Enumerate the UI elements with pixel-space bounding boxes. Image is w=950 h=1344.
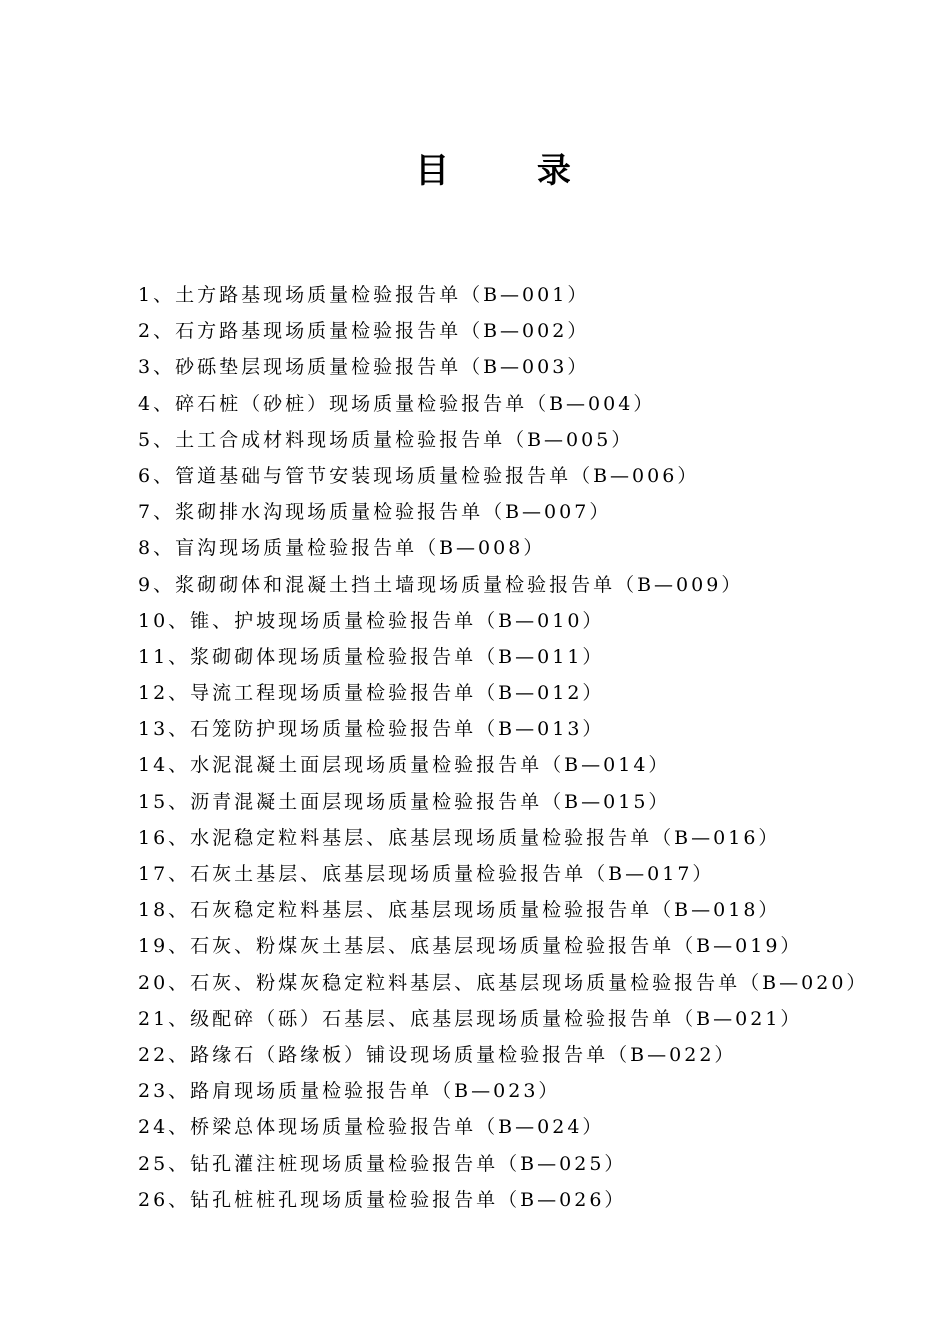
toc-item: 12、导流工程现场质量检验报告单（B—012）	[138, 682, 605, 705]
toc-item: 20、石灰、粉煤灰稳定粒料基层、底基层现场质量检验报告单（B—020）	[138, 971, 869, 994]
toc-item: 19、石灰、粉煤灰土基层、底基层现场质量检验报告单（B—019）	[138, 935, 803, 958]
toc-item: 7、浆砌排水沟现场质量检验报告单（B—007）	[138, 501, 612, 524]
toc-item: 26、钻孔桩桩孔现场质量检验报告单（B—026）	[138, 1188, 627, 1211]
toc-item: 3、砂砾垫层现场质量检验报告单（B—003）	[138, 356, 590, 379]
toc-item: 22、路缘石（路缘板）铺设现场质量检验报告单（B—022）	[138, 1043, 737, 1066]
toc-item: 24、桥梁总体现场质量检验报告单（B—024）	[138, 1116, 605, 1139]
toc-item: 1、土方路基现场质量检验报告单（B—001）	[138, 284, 590, 306]
toc-item: 16、水泥稳定粒料基层、底基层现场质量检验报告单（B—016）	[138, 826, 781, 849]
toc-item: 5、土工合成材料现场质量检验报告单（B—005）	[138, 428, 634, 451]
page-title: 目 录	[415, 151, 609, 191]
toc-item: 8、盲沟现场质量检验报告单（B—008）	[138, 537, 546, 560]
toc-item: 21、级配碎（砾）石基层、底基层现场质量检验报告单（B—021）	[138, 1007, 803, 1030]
toc-item: 18、石灰稳定粒料基层、底基层现场质量检验报告单（B—018）	[138, 899, 781, 922]
toc-item: 14、水泥混凝土面层现场质量检验报告单（B—014）	[138, 754, 671, 777]
toc-item: 6、管道基础与管节安装现场质量检验报告单（B—006）	[138, 464, 700, 487]
toc-item: 9、浆砌砌体和混凝土挡土墙现场质量检验报告单（B—009）	[138, 573, 744, 596]
toc-item: 25、钻孔灌注桩现场质量检验报告单（B—025）	[138, 1152, 627, 1175]
toc-item: 23、路肩现场质量检验报告单（B—023）	[138, 1080, 561, 1103]
toc-item: 15、沥青混凝土面层现场质量检验报告单（B—015）	[138, 790, 671, 813]
toc-item: 13、石笼防护现场质量检验报告单（B—013）	[138, 718, 605, 741]
table-of-contents	[138, 280, 938, 1221]
toc-item: 17、石灰土基层、底基层现场质量检验报告单（B—017）	[138, 863, 715, 885]
toc-item: 2、石方路基现场质量检验报告单（B—002）	[138, 320, 590, 343]
toc-item: 10、锥、护坡现场质量检验报告单（B—010）	[138, 609, 605, 632]
toc-item: 11、浆砌砌体现场质量检验报告单（B—011）	[138, 645, 605, 668]
toc-item: 4、碎石桩（砂桩）现场质量检验报告单（B—004）	[138, 392, 656, 415]
